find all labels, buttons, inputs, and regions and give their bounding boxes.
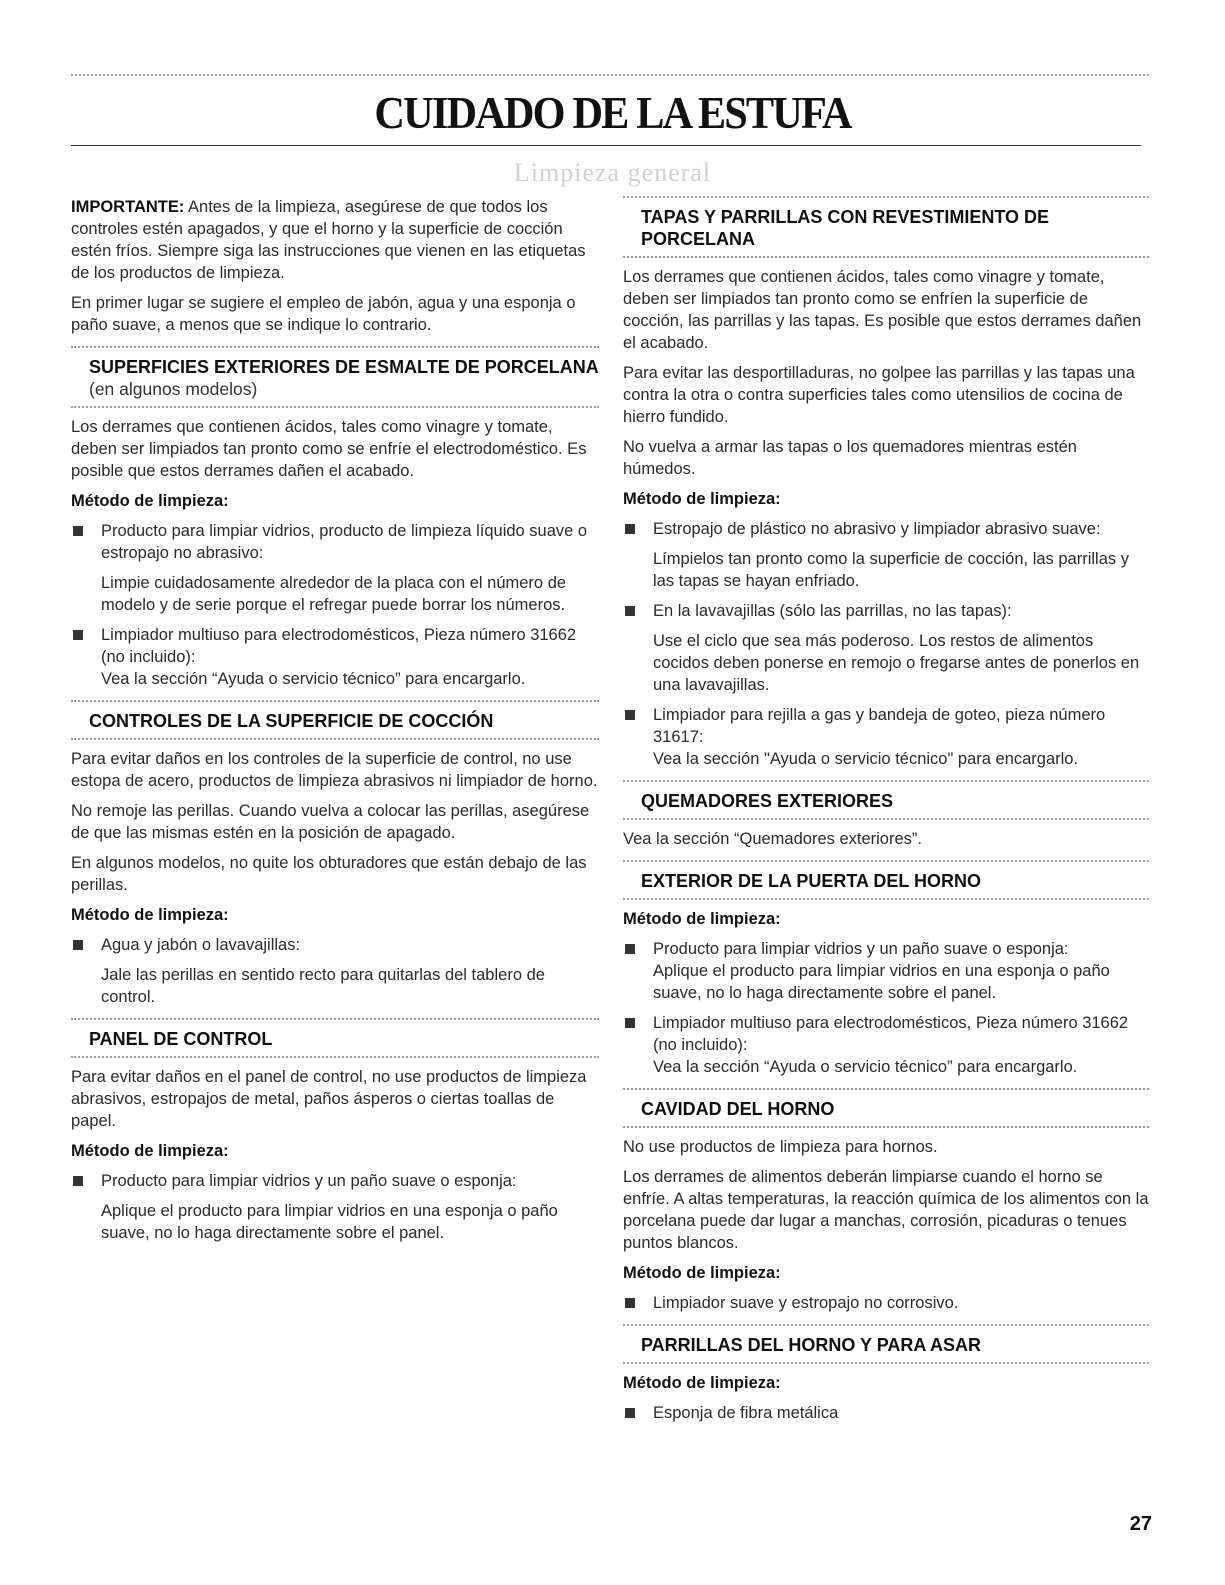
section-header <box>71 1018 599 1058</box>
list-item <box>71 520 599 616</box>
method-label: Método de limpieza: <box>623 490 781 508</box>
heading-text: SUPERFICIES EXTERIORES DE ESMALTE DE PORCELANA <box>89 357 599 377</box>
method-list <box>623 1402 1149 1424</box>
section-heading: QUEMADORES EXTERIORES <box>641 791 894 811</box>
item-detail: Aplique el producto para limpiar vidrios en una esponja o paño suave, no lo haga directamente sobre el panel. <box>653 962 1110 1002</box>
section-header <box>623 860 1149 900</box>
section-heading: PARRILLAS DEL HORNO Y PARA ASAR <box>641 1335 982 1355</box>
section-surface-controls <box>71 700 599 1008</box>
item-text: Producto para limpiar vidrios, producto de limpieza líquido suave o estropajo no abrasivo: <box>101 522 588 562</box>
list-item <box>623 1402 1149 1424</box>
item-detail: Vea la sección “Ayuda o servicio técnico” para encargarlo. <box>653 1058 1078 1076</box>
section-header <box>71 346 599 408</box>
section-header <box>623 780 1149 820</box>
item-detail: Límpielos tan pronto como la superficie de cocción, las parrillas y las tapas se hayan enfriado. <box>653 550 1129 590</box>
bullet-icon <box>625 1408 635 1418</box>
section-exterior-burners <box>623 780 1149 850</box>
section-heading: EXTERIOR DE LA PUERTA DEL HORNO <box>641 871 982 891</box>
method-label: Método de limpieza: <box>71 1142 229 1160</box>
bullet-icon <box>625 1298 635 1308</box>
item-text: Limpiador suave y estropajo no corrosivo. <box>653 1294 959 1312</box>
item-text: Producto para limpiar vidrios y un paño suave o esponja: <box>101 1172 517 1190</box>
section-oven-door <box>623 860 1149 1078</box>
section-porcelain-enamel <box>71 346 599 690</box>
method-list <box>71 1170 599 1244</box>
item-detail: Use el ciclo que sea más poderoso. Los restos de alimentos cocidos deben ponerse en remojo o fregarse antes de ponerlos en una lavavajillas. <box>653 632 1140 694</box>
section-header <box>623 196 1149 258</box>
paragraph: No use productos de limpieza para hornos. <box>623 1138 938 1156</box>
list-item <box>71 934 599 1008</box>
list-item <box>71 1170 599 1244</box>
item-detail: Aplique el producto para limpiar vidrios en una esponja o paño suave, no lo haga directamente sobre el panel. <box>101 1202 558 1242</box>
section-control-panel <box>71 1018 599 1244</box>
list-item <box>623 600 1149 696</box>
method-list <box>623 1292 1149 1314</box>
section-oven-racks <box>623 1324 1149 1424</box>
important-paragraph <box>71 196 599 284</box>
paragraph: Los derrames que contienen ácidos, tales como vinagre y tomate, deben ser limpiados tan pronto como se enfríen la superficie de cocción, las parrillas y las tapas. Es posible que estos derrames dañen el acabado. <box>623 268 1142 352</box>
paragraph: Los derrames de alimentos deberán limpiarse cuando el horno se enfríe. A altas temperaturas, la reacción química de los alimentos con la porcelana puede dar lugar a manchas, corrosión, picaduras o tenues puntos blancos. <box>623 1168 1149 1252</box>
intro-paragraph: En primer lugar se sugiere el empleo de jabón, agua y una esponja o paño suave, a menos que se indique lo contrario. <box>71 294 576 334</box>
bullet-icon <box>73 1176 83 1186</box>
method-list <box>71 520 599 690</box>
method-label: Método de limpieza: <box>623 1374 781 1392</box>
heading-note: (en algunos modelos) <box>89 379 258 399</box>
paragraph: No vuelva a armar las tapas o los quemadores mientras estén húmedos. <box>623 438 1077 478</box>
paragraph: Para evitar daños en los controles de la superficie de control, no use estopa de acero, productos de limpieza abrasivos ni limpiador de horno. <box>71 750 598 790</box>
top-rule <box>71 74 1149 76</box>
left-column <box>71 196 599 1252</box>
list-item <box>623 518 1149 592</box>
item-text: Agua y jabón o lavavajillas: <box>101 936 301 954</box>
method-list <box>623 518 1149 770</box>
bullet-icon <box>625 1018 635 1028</box>
section-heading: CONTROLES DE LA SUPERFICIE DE COCCIÓN <box>89 711 494 731</box>
section-heading: CAVIDAD DEL HORNO <box>641 1099 835 1119</box>
item-text: Limpiador multiuso para electrodomésticos, Pieza número 31662 (no incluido): <box>653 1014 1129 1054</box>
right-column <box>623 196 1149 1432</box>
paragraph: Vea la sección “Quemadores exteriores”. <box>623 830 922 848</box>
paragraph: Los derrames que contienen ácidos, tales como vinagre y tomate, deben ser limpiados tan pronto como se enfríe el electrodoméstico. Es posible que estos derrames dañen el acabado. <box>71 418 587 480</box>
list-item <box>623 704 1149 770</box>
section-header <box>623 1324 1149 1364</box>
bullet-icon <box>625 710 635 720</box>
page-title: CUIDADO DE LA ESTUFA <box>374 87 851 138</box>
important-label: IMPORTANTE: <box>71 198 185 216</box>
item-text: Producto para limpiar vidrios y un paño suave o esponja: <box>653 940 1069 958</box>
section-subtitle: Limpieza general <box>513 158 712 187</box>
item-detail: Vea la sección “Ayuda o servicio técnico” para encargarlo. <box>101 670 526 688</box>
list-item <box>623 938 1149 1004</box>
paragraph: No remoje las perillas. Cuando vuelva a colocar las perillas, asegúrese de que las mismas estén en la posición de apagado. <box>71 802 590 842</box>
method-label: Método de limpieza: <box>71 492 229 510</box>
item-text: Limpiador multiuso para electrodomésticos, Pieza número 31662 (no incluido): <box>101 626 577 666</box>
bullet-icon <box>73 630 83 640</box>
important-text: Antes de la limpieza, asegúrese de que todos los controles estén apagados, y que el horno y la superficie de cocción estén fríos. Siempre siga las instrucciones que vienen en las etiquetas de los productos de limpieza. <box>71 198 586 282</box>
item-detail: Limpie cuidadosamente alrededor de la placa con el número de modelo y de serie porque el refregar puede borrar los números. <box>101 574 567 614</box>
item-detail: Vea la sección "Ayuda o servicio técnico" para encargarlo. <box>653 750 1079 768</box>
item-text: Estropajo de plástico no abrasivo y limpiador abrasivo suave: <box>653 520 1101 538</box>
bullet-icon <box>73 526 83 536</box>
bullet-icon <box>625 606 635 616</box>
paragraph: Para evitar las desportilladuras, no golpee las parrillas y las tapas una contra la otra o contra superficies tales como utensilios de cocina de hierro fundido. <box>623 364 1135 426</box>
page-number: 27 <box>1129 1513 1152 1535</box>
method-label: Método de limpieza: <box>71 906 229 924</box>
method-list <box>623 938 1149 1078</box>
item-text: Limpiador para rejilla a gas y bandeja de goteo, pieza número 31617: <box>653 706 1106 746</box>
list-item <box>623 1292 1149 1314</box>
item-text: En la lavavajillas (sólo las parrillas, no las tapas): <box>653 602 1012 620</box>
title-underline <box>71 145 1141 146</box>
method-list <box>71 934 599 1008</box>
section-heading: TAPAS Y PARRILLAS CON REVESTIMIENTO DE PORCELANA <box>641 207 1050 249</box>
section-header <box>623 1088 1149 1128</box>
list-item <box>71 624 599 690</box>
section-heading: PANEL DE CONTROL <box>89 1029 273 1049</box>
section-heading <box>89 356 599 400</box>
list-item <box>623 1012 1149 1078</box>
bullet-icon <box>625 524 635 534</box>
method-label: Método de limpieza: <box>623 910 781 928</box>
item-text: Esponja de fibra metálica <box>653 1404 839 1422</box>
paragraph: Para evitar daños en el panel de control, no use productos de limpieza abrasivos, estropajos de metal, paños ásperos o ciertas toallas de papel. <box>71 1068 587 1130</box>
bullet-icon <box>625 944 635 954</box>
item-detail: Jale las perillas en sentido recto para quitarlas del tablero de control. <box>101 966 545 1006</box>
bullet-icon <box>73 940 83 950</box>
section-oven-cavity <box>623 1088 1149 1314</box>
section-caps-grates <box>623 196 1149 770</box>
section-header <box>71 700 599 740</box>
paragraph: En algunos modelos, no quite los obturadores que están debajo de las perillas. <box>71 854 587 894</box>
method-label: Método de limpieza: <box>623 1264 781 1282</box>
